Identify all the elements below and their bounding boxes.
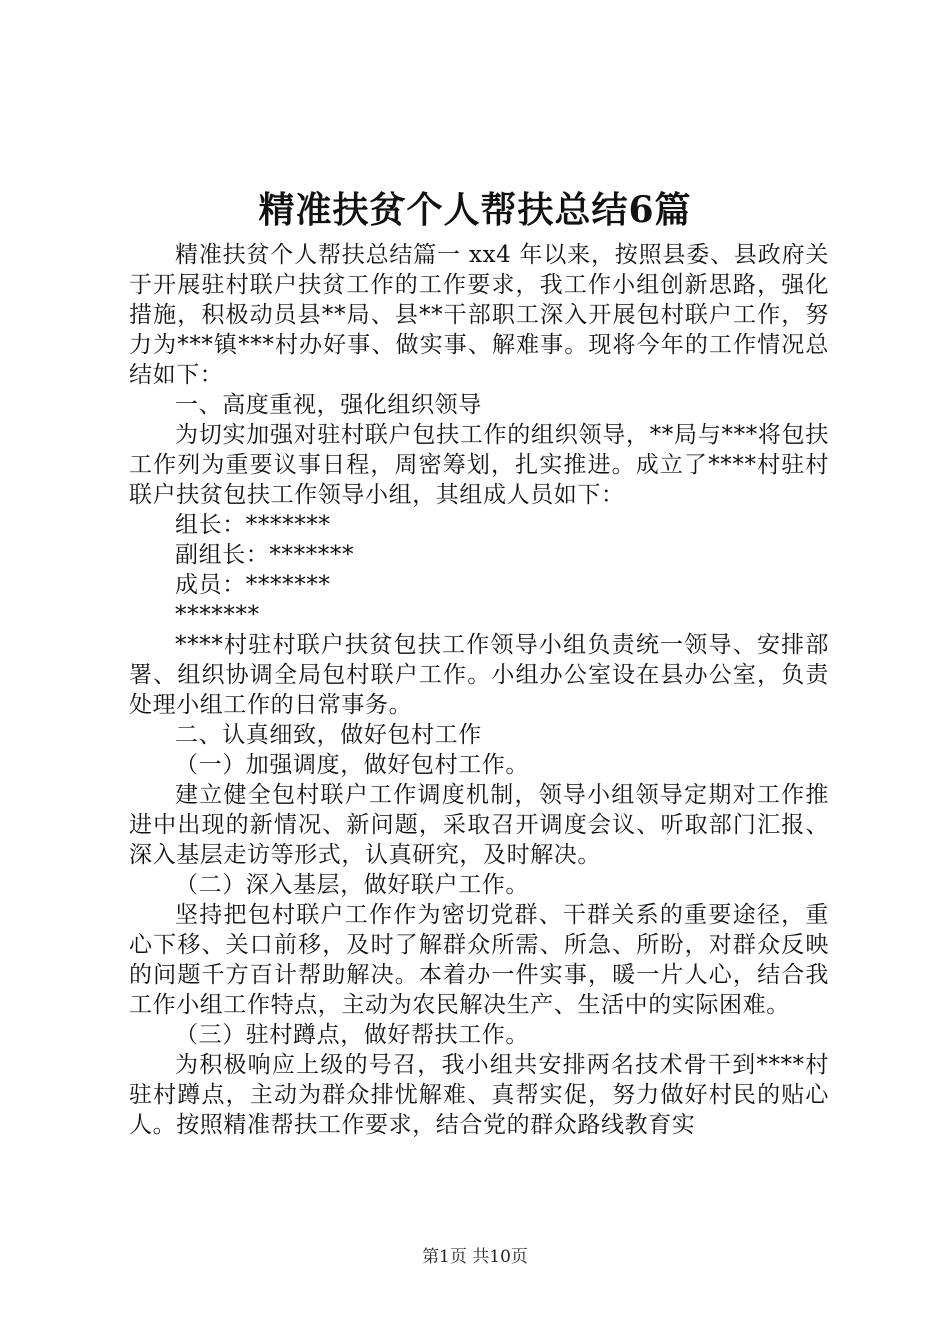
section-heading-2: 二、认真细致，做好包村工作 [175,722,482,748]
subheading-2: （二）深入基层，做好联户工作。 [175,872,529,898]
paragraph-dispatch: 建立健全包村联户工作调度机制，领导小组领导定期对工作推进中出现的新情况、新问题，采取召开调度会议、听取部门汇报、深入基层走访等形式，认真研究，及时解决。 [129,782,829,868]
member-line-members: 成员：******* [175,572,331,598]
paragraph-grassroots: 坚持把包村联户工作作为密切党群、干群关系的重要途径，重心下移、关口前移，及时了解群众所需、所急、所盼，对群众反映的问题千方百计帮助解决。本着办一件实事，暖一片人心，结合我工作小组工作特点，主动为农民解决生产、生活中的实际困难。 [129,902,829,1018]
paragraph-intro: 精准扶贫个人帮扶总结篇一 xx4 年以来，按照县委、县政府关于开展驻村联户扶贫工作的工作要求，我工作小组创新思路，强化措施，积极动员县**局、县**干部职工深入开展包村联户工作，努力为***镇***村办好事、做实事、解难事。现将今年的工作情况总结如下： [129,242,829,388]
page-footer: 第1页 共10页 [422,1247,528,1267]
paragraph-leadership: 为切实加强对驻村联户包扶工作的组织领导，**局与***将包扶工作列为重要议事日程，周密筹划，扎实推进。成立了****村驻村联户扶贫包扶工作领导小组，其组成人员如下： [129,422,829,508]
paragraph-group-duty: ****村驻村联户扶贫包扶工作领导小组负责统一领导、安排部署、组织协调全局包村联户工作。小组办公室设在县办公室，负责处理小组工作的日常事务。 [129,632,829,718]
member-line-extra: ******* [175,602,260,628]
subheading-3: （三）驻村蹲点，做好帮扶工作。 [175,1022,529,1048]
document-body [129,240,829,1140]
member-line-leader: 组长：******* [175,512,331,538]
paragraph-station: 为积极响应上级的号召，我小组共安排两名技术骨干到****村驻村蹲点，主动为群众排忧解难、真帮实促，努力做好村民的贴心人。按照精准帮扶工作要求，结合党的群众路线教育实 [129,1052,829,1138]
subheading-1: （一）加强调度，做好包村工作。 [175,752,529,778]
document-title: 精准扶贫个人帮扶总结6篇 [258,189,692,231]
member-line-deputy: 副组长：******* [175,542,355,568]
section-heading-1: 一、高度重视，强化组织领导 [175,392,482,418]
